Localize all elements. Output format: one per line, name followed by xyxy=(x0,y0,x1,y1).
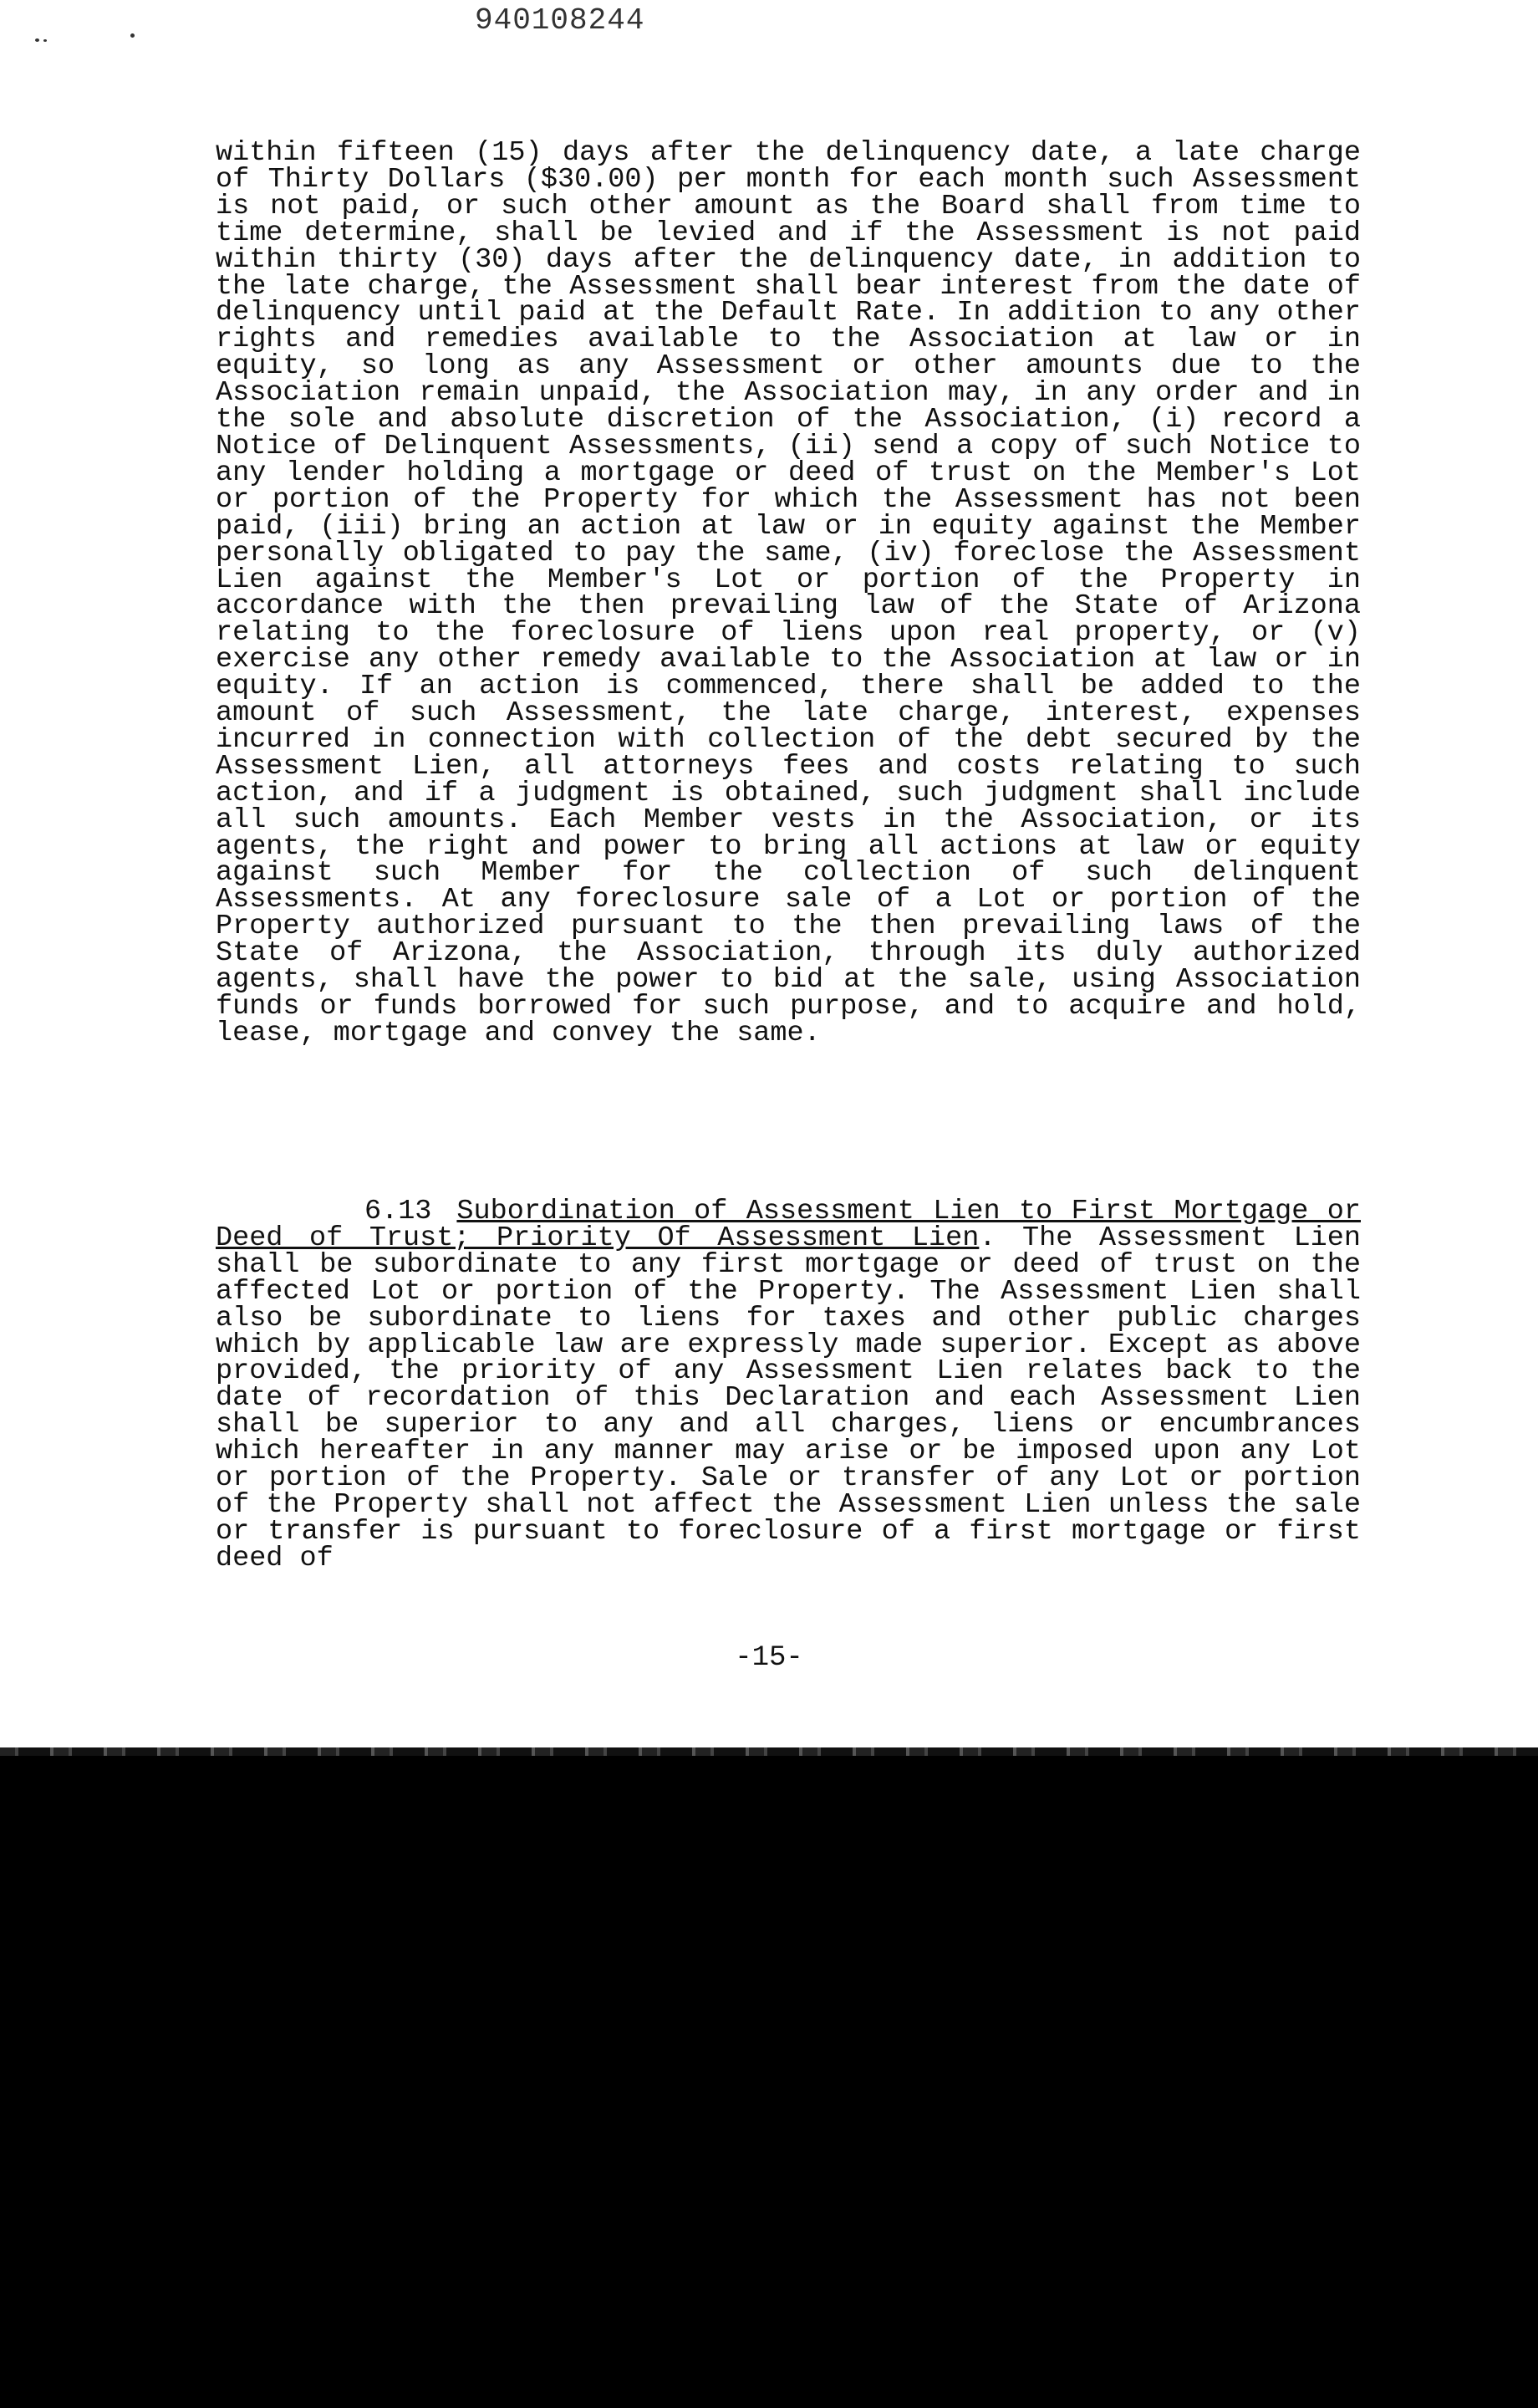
paragraph-late-charge: within fifteen (15) days after the delinquency date, a late charge of Thirty Dollars ($30.00) per month for each month such Assessment is not paid, or such other amount as the Board shall from time to time determine, shall be levied and if the Assessment is not paid within thirty (30) days after the delinquency date, in addition to the late charge, the Assessment shall bear interest from the date of delinquency until paid at the Default Rate. In addition to any other rights and remedies available to the Association at law or in equity, so long as any Assessment or other amounts due to the Association remain unpaid, the Association may, in any order and in the sole and absolute discretion of the Association, (i) record a Notice of Delinquent Assessments, (ii) send a copy of such Notice to any lender holding a mortgage or deed of trust on the Member's Lot or portion of the Property for which the Assessment has not been paid, (iii) bring an action at law or in equity against the Member personally obligated to pay the same, (iv) foreclose the Assessment Lien against the Member's Lot or portion of the Property in accordance with the then prevailing law of the State of Arizona relating to the foreclosure of liens upon real property, or (v) exercise any other remedy available to the Association at law or in equity. If an action is commenced, there shall be added to the amount of such Assessment, the late charge, interest, expenses incurred in connection with collection of the debt secured by the Assessment Lien, all attorneys fees and costs relating to such action, and if a judgment is obtained, such judgment shall include all such amounts. Each Member vests in the Association, or its agents, the right and power to bring all actions at law or equity against such Member for the collection of such delinquent Assessments. At any foreclosure sale of a Lot or portion of the Property authorized pursuant to the then prevailing laws of the State of Arizona, the Association, through its duly authorized agents, shall have the power to bid at the sale, using Association funds or funds borrowed for such purpose, and to acquire and hold, lease, mortgage and convey the same. xyxy=(216,137,1361,1049)
scan-speck xyxy=(43,39,47,42)
section-title: Subordination of Assessment Lien to First Mortgage or Deed of Trust; Priority Of Assessment Lien xyxy=(216,1196,1361,1254)
scan-speck xyxy=(35,38,39,42)
scan-edge-artifact xyxy=(0,1747,1538,1756)
section-body: . The Assessment Lien shall be subordinate to any first mortgage or deed of trust on the affected Lot or portion of the Property. The Assessment Lien shall also be subordinate to liens for taxes and other public charges which by applicable law are expressly made superior. Except as above provided, the priority of any Assessment Lien relates back to the date of recordation of this Declaration and each Assessment Lien shall be superior to any and all charges, liens or encumbrances which hereafter in any manner may arise or be imposed upon any Lot or portion of the Property. Sale or transfer of any Lot or portion of the Property shall not affect the Assessment Lien unless the sale or transfer is pursuant to foreclosure of a first mortgage or first deed of xyxy=(216,1222,1361,1574)
page-number: -15- xyxy=(735,1642,803,1674)
document-code: 940108244 xyxy=(475,3,645,38)
scan-black-area xyxy=(0,1756,1538,2408)
scan-speck xyxy=(130,33,135,38)
paragraph-section-6-13 xyxy=(216,1196,1361,1574)
section-number: 6.13 xyxy=(364,1196,432,1227)
